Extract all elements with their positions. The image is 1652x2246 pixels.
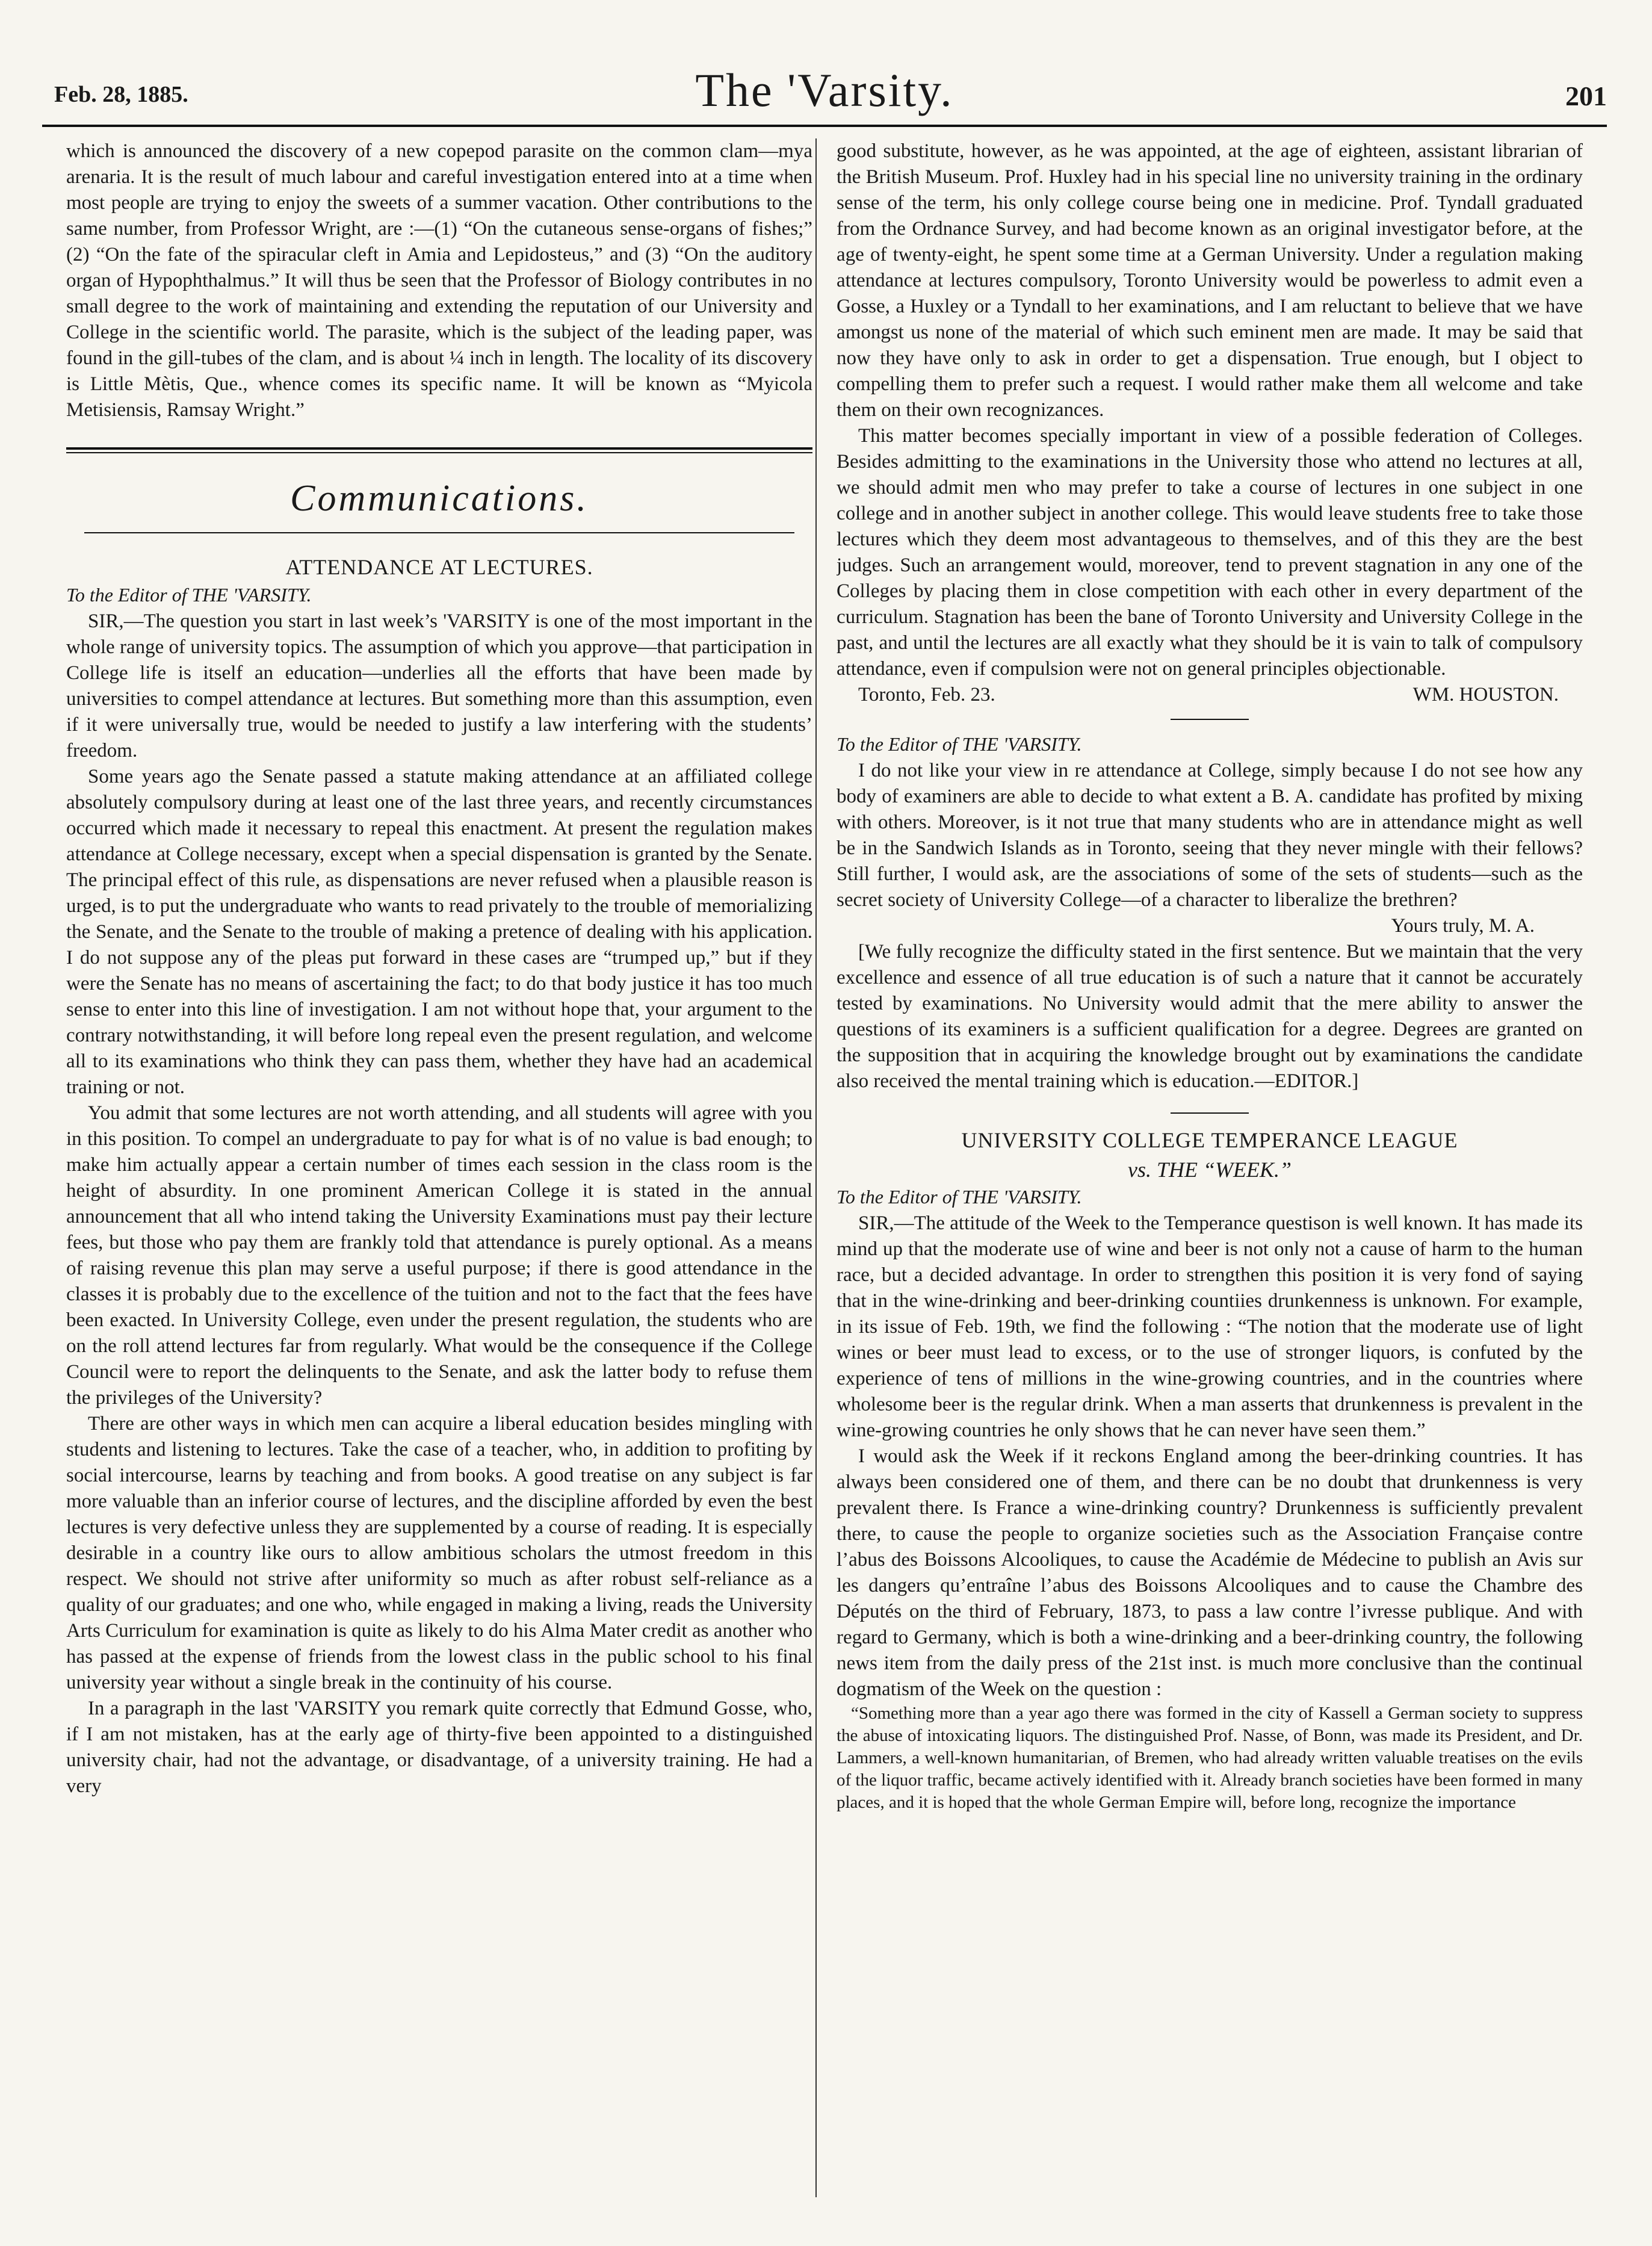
issue-date: Feb. 28, 1885. (54, 82, 188, 107)
paragraph: I do not like your view in re attendance at College, simply because I do not see how any body of examiners are able to decide to what extent a B. A. candidate has profited by mixing with others. Moreover, is it not true that many students who are in attendance might as well be in the Sandwich Islands as in Toronto, seeing that they never mingle with their fellows? Still further, I would ask, are the associations of some of the sets of students—such as the secret society of University College—of a character to liberalize the brethren? (837, 760, 1583, 911)
paragraph: SIR,—The question you start in last week’s 'VARSITY is one of the most important in the whole range of university topics. The assumption of which you approve—that participation in College life is itself an education—underlies all the efforts that have been made by universities to compel attendance at lectures. But something more than this assumption, even if it were universally true, would be needed to justify a law interfering with the students’ freedom. (66, 610, 812, 762)
paragraph: good substitute, however, as he was appointed, at the age of eighteen, assistant librarian of the British Museum. Prof. Huxley had in his special line no university training in the ordinary sense of the term, his only college course being one in medicine. Prof. Tyndall graduated from the Ordnance Survey, and had become known as an original investigator before, at the age of twenty-eight, he spent some time at a German University. Under a regulation making attendance at lectures compulsory, Toronto University would be powerless to admit even a Gosse, a Huxley or a Tyndall to her examinations, and I am reluctant to believe that we have amongst us none of the material of which such eminent men are made. It may be said that now they have only to ask in order to get a dispensation. True enough, but I object to compelling them to prefer such a request. I would rather make them all welcome and take them on their own recognizances. (837, 140, 1583, 421)
right-column (837, 138, 1583, 2197)
salutation: To the Editor of THE 'VARSITY. (837, 733, 1082, 755)
paragraph: This matter becomes specially important in view of a possible federation of Colleges. Besides admitting to the examinations in the University those who attend no lectures at all, we should admit men who may prefer to take a course of lectures in one subject in one college and in another subject in another college. This would leave students free to take those lectures which they deem most advantageous to themselves, and of this they are the best judges. Such an arrangement would, moreover, tend to prevent stagnation in any one of the Colleges by placing them in close competition with each other in every department of the curriculum. Stagnation has been the bane of Toronto University and University College in the past, and until the lectures are all exactly what they should be it is vain to talk of compulsory attendance, even if compulsion were not on general principles objectionable. (837, 425, 1583, 680)
divider (66, 452, 812, 453)
salutation: To the Editor of THE 'VARSITY. (66, 584, 312, 606)
paragraph: SIR,—The attitude of the Week to the Temperance questison is well known. It has made its mind up that the moderate use of wine and beer is not only not a cause of harm to the human race, but a decided advantage. In order to strengthen this position it is very fond of saying that in the wine-drinking and beer-drinking countiies drunkenness is unknown. For example, in its issue of Feb. 19th, we find the following : “The notion that the moderate use of light wines or beer must lead to excess, or to the use of stronger liquors, is confuted by the experience of tens of millions in the wine-growing countries, and in the countries where wholesome beer is the regular drink. When a man asserts that drunkenness is prevalent in the wine-growing countries he only shows that he can never have seen them.” (837, 1212, 1583, 1441)
page-header (42, 57, 1607, 129)
salutation: To the Editor of THE 'VARSITY. (837, 1186, 1082, 1208)
divider (66, 447, 812, 450)
paragraph: There are other ways in which men can acquire a liberal education besides mingling with students and listening to lectures. Take the case of a teacher, who, in addition to profiting by social intercourse, learns by teaching and from books. A good treatise on any subject is far more valuable than an inferior course of lectures, and the discipline afforded by even the best lectures is very defective unless they are supplemented by a course of reading. It is especially desirable in a country like ours to allow ambitious scholars the utmost freedom in this respect. We should not strive after uniformity so much as after robust self-reliance as a quality of our graduates; and one who, while engaged in making a living, reads the University Arts Curriculum for examination is quite as likely to do his Alma Mater credit as another who has passed at the expense of friends from the lowest class in the public school to his final university year without a single break in the continuity of his course. (66, 1413, 812, 1693)
signature-name: WM. HOUSTON. (1412, 684, 1559, 706)
editor-note: [We fully recognize the difficulty stated in the first sentence. But we maintain that the very excellence and essence of all true education is of such a nature that it cannot be accurately tested by examinations. No University would admit that the mere ability to answer the questions of its examiners is a sufficient qualification for a degree. Degrees are granted on the supposition that in acquiring the knowledge brought out by examinations the candidate also received the mental training which is education.—EDITOR.] (837, 941, 1583, 1092)
paragraph: In a paragraph in the last 'VARSITY you remark quite correctly that Edmund Gosse, who, if I am not mistaken, has at the early age of thirty-five been appointed to a distinguished university chair, had not the advantage, or disadvantage, of a university training. He had a very (66, 1698, 812, 1797)
section-heading: Communications. (290, 478, 589, 519)
column-divider (815, 138, 817, 2197)
header-rule (42, 125, 1607, 127)
masthead-title: The 'Varsity. (695, 64, 954, 116)
paragraph: which is announced the discovery of a new copepod parasite on the common clam—mya arenaria. It is the result of much labour and careful investigation entered into at a time when most people are trying to enjoy the sweets of a summer vacation. Other contributions to the same number, from Professor Wright, are :—(1) “On the cutaneous sense-organs of fishes;” (2) “On the fate of the spiracular cleft in Amia and Lepidosteus,” and (3) “On the auditory organ of Hypophthalmus.” It will thus be seen that the Professor of Biology contributes in no small degree to the work of maintaining and extending the reputation of our University and College in the scientific world. The parasite, which is the subject of the leading paper, was found in the gill-tubes of the clam, and is about ¼ inch in length. The locality of its discovery is Little Mètis, Que., whence comes its specific name. It will be known as “Myicola Metisiensis, Ramsay Wright.” (66, 140, 812, 421)
article-subtitle: vs. THE “WEEK.” (1127, 1158, 1292, 1182)
divider (84, 532, 794, 533)
left-column (66, 138, 812, 2197)
paragraph: I would ask the Week if it reckons England among the beer-drinking countries. It has always been considered one of them, and there can be no doubt that drunkenness is very prevalent there. Is France a wine-drinking country? Drunkenness is sufficiently prevalent there, to cause the people to organize societies such as the Association Française contre l’abus des Boissons Alcooliques, to cause the Académie de Médecine to publish an Avis sur les dangers qu’entraîne l’abus des Boissons Alcooliques and to cause the Chambre des Députés on the third of February, 1873, to pass a law contre l’ivresse publique. And with regard to Germany, which is both a wine-drinking and a beer-drinking country, the following news item from the daily press of the 21st inst. is much more conclusive than the continual dogmatism of the Week on the question : (837, 1445, 1583, 1700)
paragraph: You admit that some lectures are not worth attending, and all students will agree with you in this position. To compel an undergraduate to pay for what is of no value is bad enough; to make him actually appear a certain number of times each session in the class room is the height of absurdity. In one prominent American College it is stated in the annual announcement that all who intend taking the University Examinations must pay their lecture fees, but those who pay them are frankly told that attendance is purely optional. As a means of raising revenue this plan may serve a useful purpose; if there is good attendance in the classes it is probably due to the excellence of the tuition and not to the fact that the fees have been exacted. In University College, even under the present regulation, the students who are on the roll attend lectures far from regularly. What would be the consequence if the College Council were to report the delinquents to the Senate, and ask the latter body to refuse them the privileges of the University? (66, 1102, 812, 1409)
signature-line (837, 682, 1583, 708)
signature-place: Toronto, Feb. 23. (858, 684, 995, 706)
block-quote: “Something more than a year ago there was formed in the city of Kassell a German society to suppress the abuse of intoxicating liquors. The distinguished Prof. Nasse, of Bonn, was made its President, and Dr. Lammers, a well-known humanitarian, of Bremen, who had already written valuable treatises on the evils of the liquor traffic, became actively identified with it. Already branch societies have been formed in many places, and it is hoped that the whole German Empire will, before long, recognize the importance (837, 1704, 1583, 1812)
page-number: 201 (1565, 81, 1607, 111)
signature-line: Yours truly, M. A. (1391, 915, 1535, 937)
paragraph: Some years ago the Senate passed a statute making attendance at an affiliated college absolutely compulsory during at least one of the last three years, and recently circumstances occurred which made it necessary to repeal this enactment. At present the regulation makes attendance at College necessary, except when a special dispensation is granted by the Senate. The principal effect of this rule, as dispensations are never refused when a plausible reason is urged, is to put the undergraduate who wants to read privately to the trouble of memorializing the Senate, and the Senate to the trouble of making a pretence of dealing with his application. I do not suppose any of the pleas put forward in these cases are “trumped up,” but if they were the Senate has no means of ascertaining the fact; to do that body justice it has too much sense to enter into this line of investigation. I am not without hope that, your argument to the contrary notwithstanding, it will before long repeal even the present regulation, and welcome all to its examinations who think they can pass them, whether they have had an academical training or not. (66, 766, 812, 1098)
article-title: ATTENDANCE AT LECTURES. (285, 555, 593, 579)
divider (1171, 1112, 1249, 1114)
article-title: UNIVERSITY COLLEGE TEMPERANCE LEAGUE (961, 1128, 1458, 1152)
divider (1171, 719, 1249, 720)
